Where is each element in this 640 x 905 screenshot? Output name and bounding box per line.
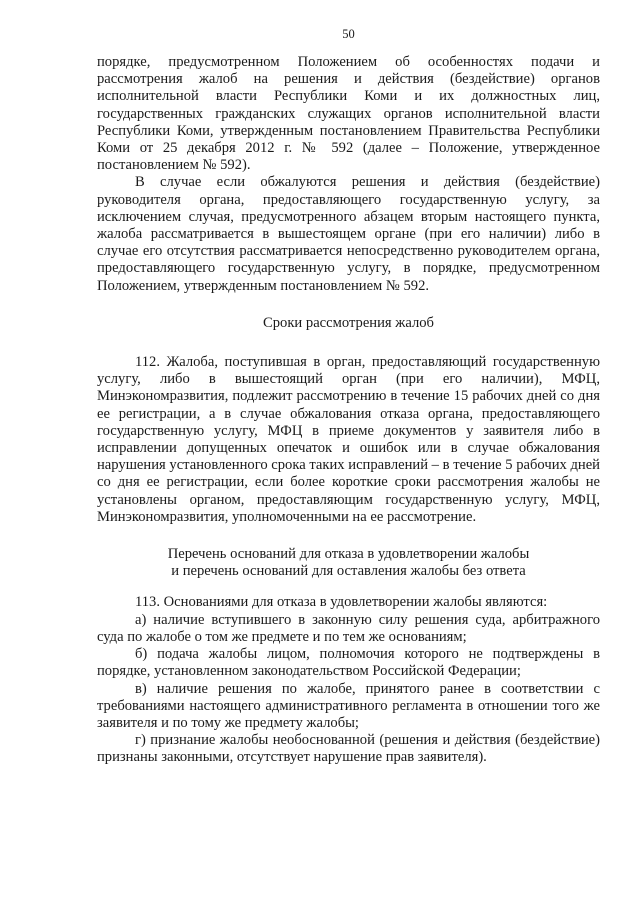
paragraph-continuation: порядке, предусмотренном Положением об особенностях подачи и рассмотрения жалоб на решения и действия (бездействие) органов исполнительной власти Республики Коми и их должностных лиц, государственных гражданских служащих органов исполнительной власти Республики Коми, утвержденным постановлением Правительства Республики Коми от 25 декабря 2012 г. № 592 (далее – Положение, утвержденное постановлением № 592). — [97, 54, 600, 174]
section-heading-refusal-grounds-line2: и перечень оснований для оставления жалобы без ответа — [171, 563, 526, 580]
list-item-a: а) наличие вступившего в законную силу решения суда, арбитражного суда по жалобе о том же предмете и по тем же основаниям; — [97, 611, 600, 645]
document-body — [97, 54, 600, 767]
spacer — [97, 580, 600, 594]
spacer — [97, 332, 600, 354]
list-item-g: г) признание жалобы необоснованной (решения и действия (бездействие) признаны законными, отсутствует нарушение прав заявителя). — [97, 732, 600, 766]
paragraph-112: 112. Жалоба, поступившая в орган, предоставляющий государственную услугу, либо в вышестоящий орган (при его наличии), МФЦ, Минэкономразвития, подлежит рассмотрению в течение 15 рабочих дней со дня ее регистрации, а в случае обжалования отказа органа, предоставляющего государственную услугу, МФЦ в приеме документов у заявителя либо в исправлении допущенных опечаток и ошибок или в случае обжалования нарушения установленного срока таких исправлений – в течение 5 рабочих дней со дня ее регистрации, если более короткие сроки рассмотрения жалобы не установлены органом, предоставляющим государственную услугу, МФЦ, Минэкономразвития, уполномоченными на ее рассмотрение. — [97, 354, 600, 525]
spacer — [97, 295, 600, 315]
section-heading-refusal-grounds-line1: Перечень оснований для отказа в удовлетворении жалобы — [167, 546, 530, 563]
section-heading-review-terms: Сроки рассмотрения жалоб — [263, 314, 434, 331]
spacer — [97, 526, 600, 546]
page-number: 50 — [342, 27, 355, 41]
paragraph-113: 113. Основаниями для отказа в удовлетворении жалобы являются: — [135, 594, 548, 611]
list-item-b: б) подача жалобы лицом, полномочия которого не подтверждены в порядке, установленном законодательством Российской Федерации; — [97, 646, 600, 680]
list-item-v: в) наличие решения по жалобе, принятого ранее в соответствии с требованиями настоящего административного регламента в отношении того же заявителя и по тому же предмету жалобы; — [97, 680, 600, 731]
paragraph-head-complaint: В случае если обжалуются решения и действия (бездействие) руководителя органа, предоставляющего государственную услугу, за исключением случая, предусмотренного абзацем вторым настоящего пункта, жалоба рассматривается в вышестоящем органе (при его наличии) либо в случае его отсутствия рассматривается непосредственно руководителем органа, предоставляющего государственную услугу, в порядке, предусмотренном Положением, утвержденным постановлением № 592. — [97, 174, 600, 294]
